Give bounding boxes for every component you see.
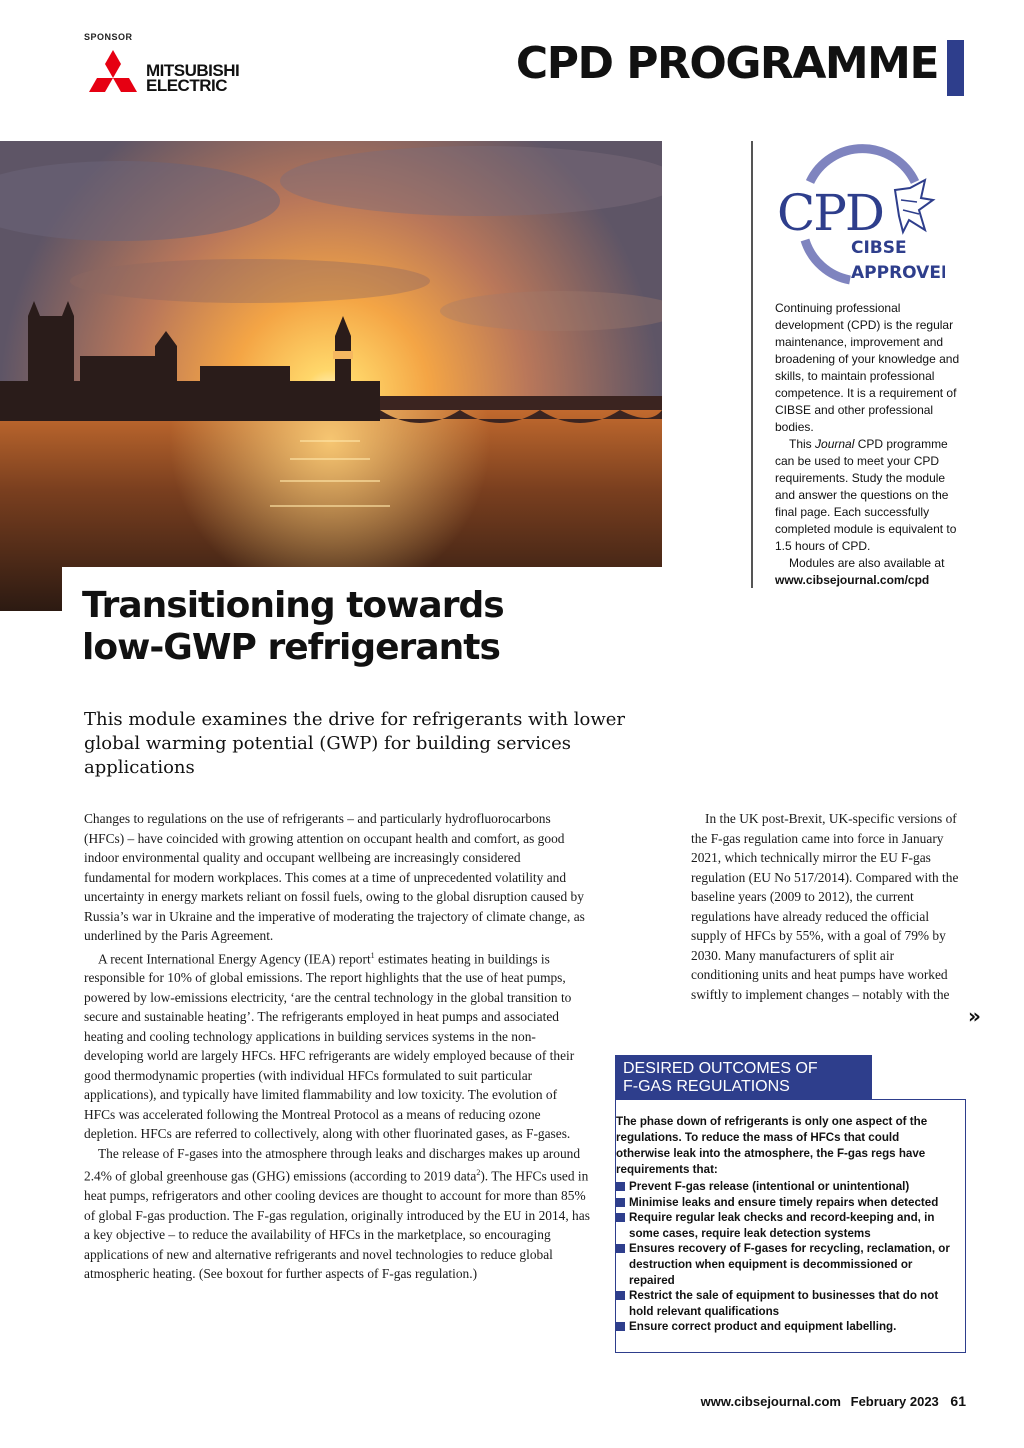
list-item-text: Ensure correct product and equipment labelling.: [629, 1320, 897, 1334]
hero-image-westminster-sunset: [0, 141, 662, 611]
logo-line-1: MITSUBISHI: [146, 61, 240, 80]
square-bullet-icon: [616, 1198, 625, 1207]
boxout-heading-line-2: F-GAS REGULATIONS: [623, 1078, 790, 1095]
list-item: [616, 1241, 955, 1288]
body-paragraph-3-pre: The release of F-gases into the atmosphere through leaks and discharges makes up around 2.4% of global greenhouse gas (GHG) emissions (according to 2019 data: [84, 1145, 581, 1184]
cpd-info-p1: Continuing professional development (CPD) is the regular maintenance, improvement and broadening of your knowledge and skills, to maintain professional competence. It is a requirement of CIBSE and other professional bodies.: [775, 301, 960, 434]
boxout-list: [616, 1179, 955, 1335]
list-item-text: Restrict the sale of equipment to businesses that do not hold relevant qualifications: [629, 1289, 939, 1318]
badge-cpd-text: CPD: [777, 184, 883, 242]
mitsubishi-electric-logo: [84, 50, 264, 100]
body-paragraph-2-pre: A recent International Energy Agency (IEA) report: [98, 950, 371, 966]
cpd-info-p2-journal: Journal: [815, 437, 855, 451]
list-item: [616, 1195, 955, 1211]
list-item-text: Require regular leak checks and record-keeping and, in some cases, require leak detection systems: [629, 1211, 935, 1240]
square-bullet-icon: [616, 1322, 625, 1331]
body-paragraph-right-1: In the UK post-Brexit, UK-specific versions of the F-gas regulation came into force in January 2021, which technically mirror the EU F-gas regulation (EU No 517/2014). Compared with the baseline years (2009 to 2012), the current regulations have already reduced the official supply of HFCs by 55%, with a goal of 79% by 2030. Many manufacturers of split air conditioning units and heat pumps have worked swiftly to implement changes – notably with the: [691, 811, 959, 1002]
body-paragraph-2: [84, 946, 590, 1144]
footer-issue: February 2023: [850, 1394, 939, 1409]
footnote-ref-2: 2: [476, 1168, 481, 1178]
badge-approved-text: APPROVED: [851, 263, 945, 283]
body-paragraph-2-post: estimates heating in buildings is responsible for 10% of global emissions. The report highlights that the use of heat pumps, powered by low-emissions electricity, ‘are the central technology in the global transition to secure and sustainable heating’. The refrigerants employed in heat pumps and associated heating and cooling technology applications in building services systems in the non-developing world are largely HFCs. HFC refrigerants are widely employed because of their good thermodynamic properties (with individual HFCs formulated to suit particular applications), and typically have limited flammability and low toxicity. The evolution of HFCs was accelerated following the Montreal Protocol as a means of reducing ozone depletion. HFCs are referred to collectively, along with other fluorinated gases, as F-gases.: [84, 950, 575, 1142]
footer-site[interactable]: www.cibsejournal.com: [700, 1394, 841, 1409]
article-title-line-2: low-GWP refrigerants: [82, 627, 500, 668]
body-paragraph-3-post: ). The HFCs used in heat pumps, refrigerators and other cooling devices are thought to account for more than 85% of global F-gas production. The F-gas regulation, originally introduced by the EU in 2014, has a key objective – to reduce the availability of HFCs in the marketplace, so encouraging applications of new and alternative refrigerants and novel technologies to reduce global atmospheric heating. (See boxout for further aspects of F-gas regulation.): [84, 1168, 590, 1282]
body-paragraph-3: [84, 1144, 590, 1284]
section-title: CPD PROGRAMME: [515, 38, 938, 89]
square-bullet-icon: [616, 1244, 625, 1253]
square-bullet-icon: [616, 1182, 625, 1191]
boxout-intro: The phase down of refrigerants is only one aspect of the regulations. To reduce the mass of HFCs that could otherwise leak into the atmosphere, the F-gas regs have requirements that:: [616, 1115, 928, 1176]
cpd-info-p2: [775, 436, 965, 555]
logo-line-2: ELECTRIC: [146, 76, 227, 95]
boxout-heading-line-1: DESIRED OUTCOMES OF: [623, 1060, 818, 1077]
sidebar-divider: [751, 141, 753, 588]
article-title: [82, 585, 642, 669]
body-column-left: [84, 809, 590, 1284]
body-paragraph-1: Changes to regulations on the use of refrigerants – and particularly hydrofluorocarbons (HFCs) – have coincided with growing attention on occupant health and comfort, as good indoor environmental quality and occupant wellbeing are increasingly considered fundamental for modern workplaces. This comes at a time of unprecedented volatility and uncertainty in energy markets reliant on fossil fuels, owing to the global disruption caused by Russia’s war in Ukraine and the imperative of moderating the trajectory of climate change, as underlined by the Paris Agreement.: [84, 811, 585, 943]
badge-ring-top: [810, 149, 915, 182]
badge-cibse-text: CIBSE: [851, 238, 907, 258]
article-title-line-1: Transitioning towards: [82, 585, 504, 626]
sponsor-label: SPONSOR: [84, 32, 133, 42]
cpd-info-text: [775, 300, 965, 589]
list-item: [616, 1288, 955, 1319]
title-accent-bar: [947, 40, 964, 96]
list-item-text: Prevent F-gas release (intentional or unintentional): [629, 1180, 910, 1193]
list-item: [616, 1179, 955, 1195]
boxout-heading: [615, 1055, 872, 1099]
boxout-panel: [615, 1099, 966, 1353]
logo-wordmark: [146, 63, 239, 93]
page-number: 61: [950, 1393, 966, 1409]
list-item: [616, 1210, 955, 1241]
body-column-right: [691, 809, 963, 1004]
list-item: [616, 1319, 955, 1335]
page-footer: [695, 1393, 966, 1409]
cpd-info-p2-post: CPD programme can be used to meet your CPD requirements. Study the module and answer the questions on the final page. Each successfully completed module is equivalent to 1.5 hours of CPD.: [775, 437, 957, 553]
continue-arrow-icon: »: [968, 1004, 981, 1028]
badge-ring-bottom: [805, 240, 850, 280]
griffin-crest-icon: [895, 180, 933, 232]
three-diamonds-icon: [84, 50, 142, 100]
list-item-text: Minimise leaks and ensure timely repairs when detected: [629, 1195, 939, 1209]
list-item-text: Ensures recovery of F-gases for recycling, reclamation, or destruction when equipment is decommissioned or repaired: [629, 1242, 950, 1287]
square-bullet-icon: [616, 1291, 625, 1300]
square-bullet-icon: [616, 1213, 625, 1222]
footnote-ref-1: 1: [370, 950, 375, 960]
cpd-cibse-approved-badge: [775, 140, 945, 290]
cpd-info-p2-pre: This: [789, 437, 816, 451]
cpd-info-p3: Modules are also available at: [789, 556, 945, 570]
standfirst: This module examines the drive for refrigerants with lower global warming potential (GWP) for building services applications: [84, 709, 626, 778]
cpd-url-link[interactable]: www.cibsejournal.com/cpd: [775, 573, 930, 587]
